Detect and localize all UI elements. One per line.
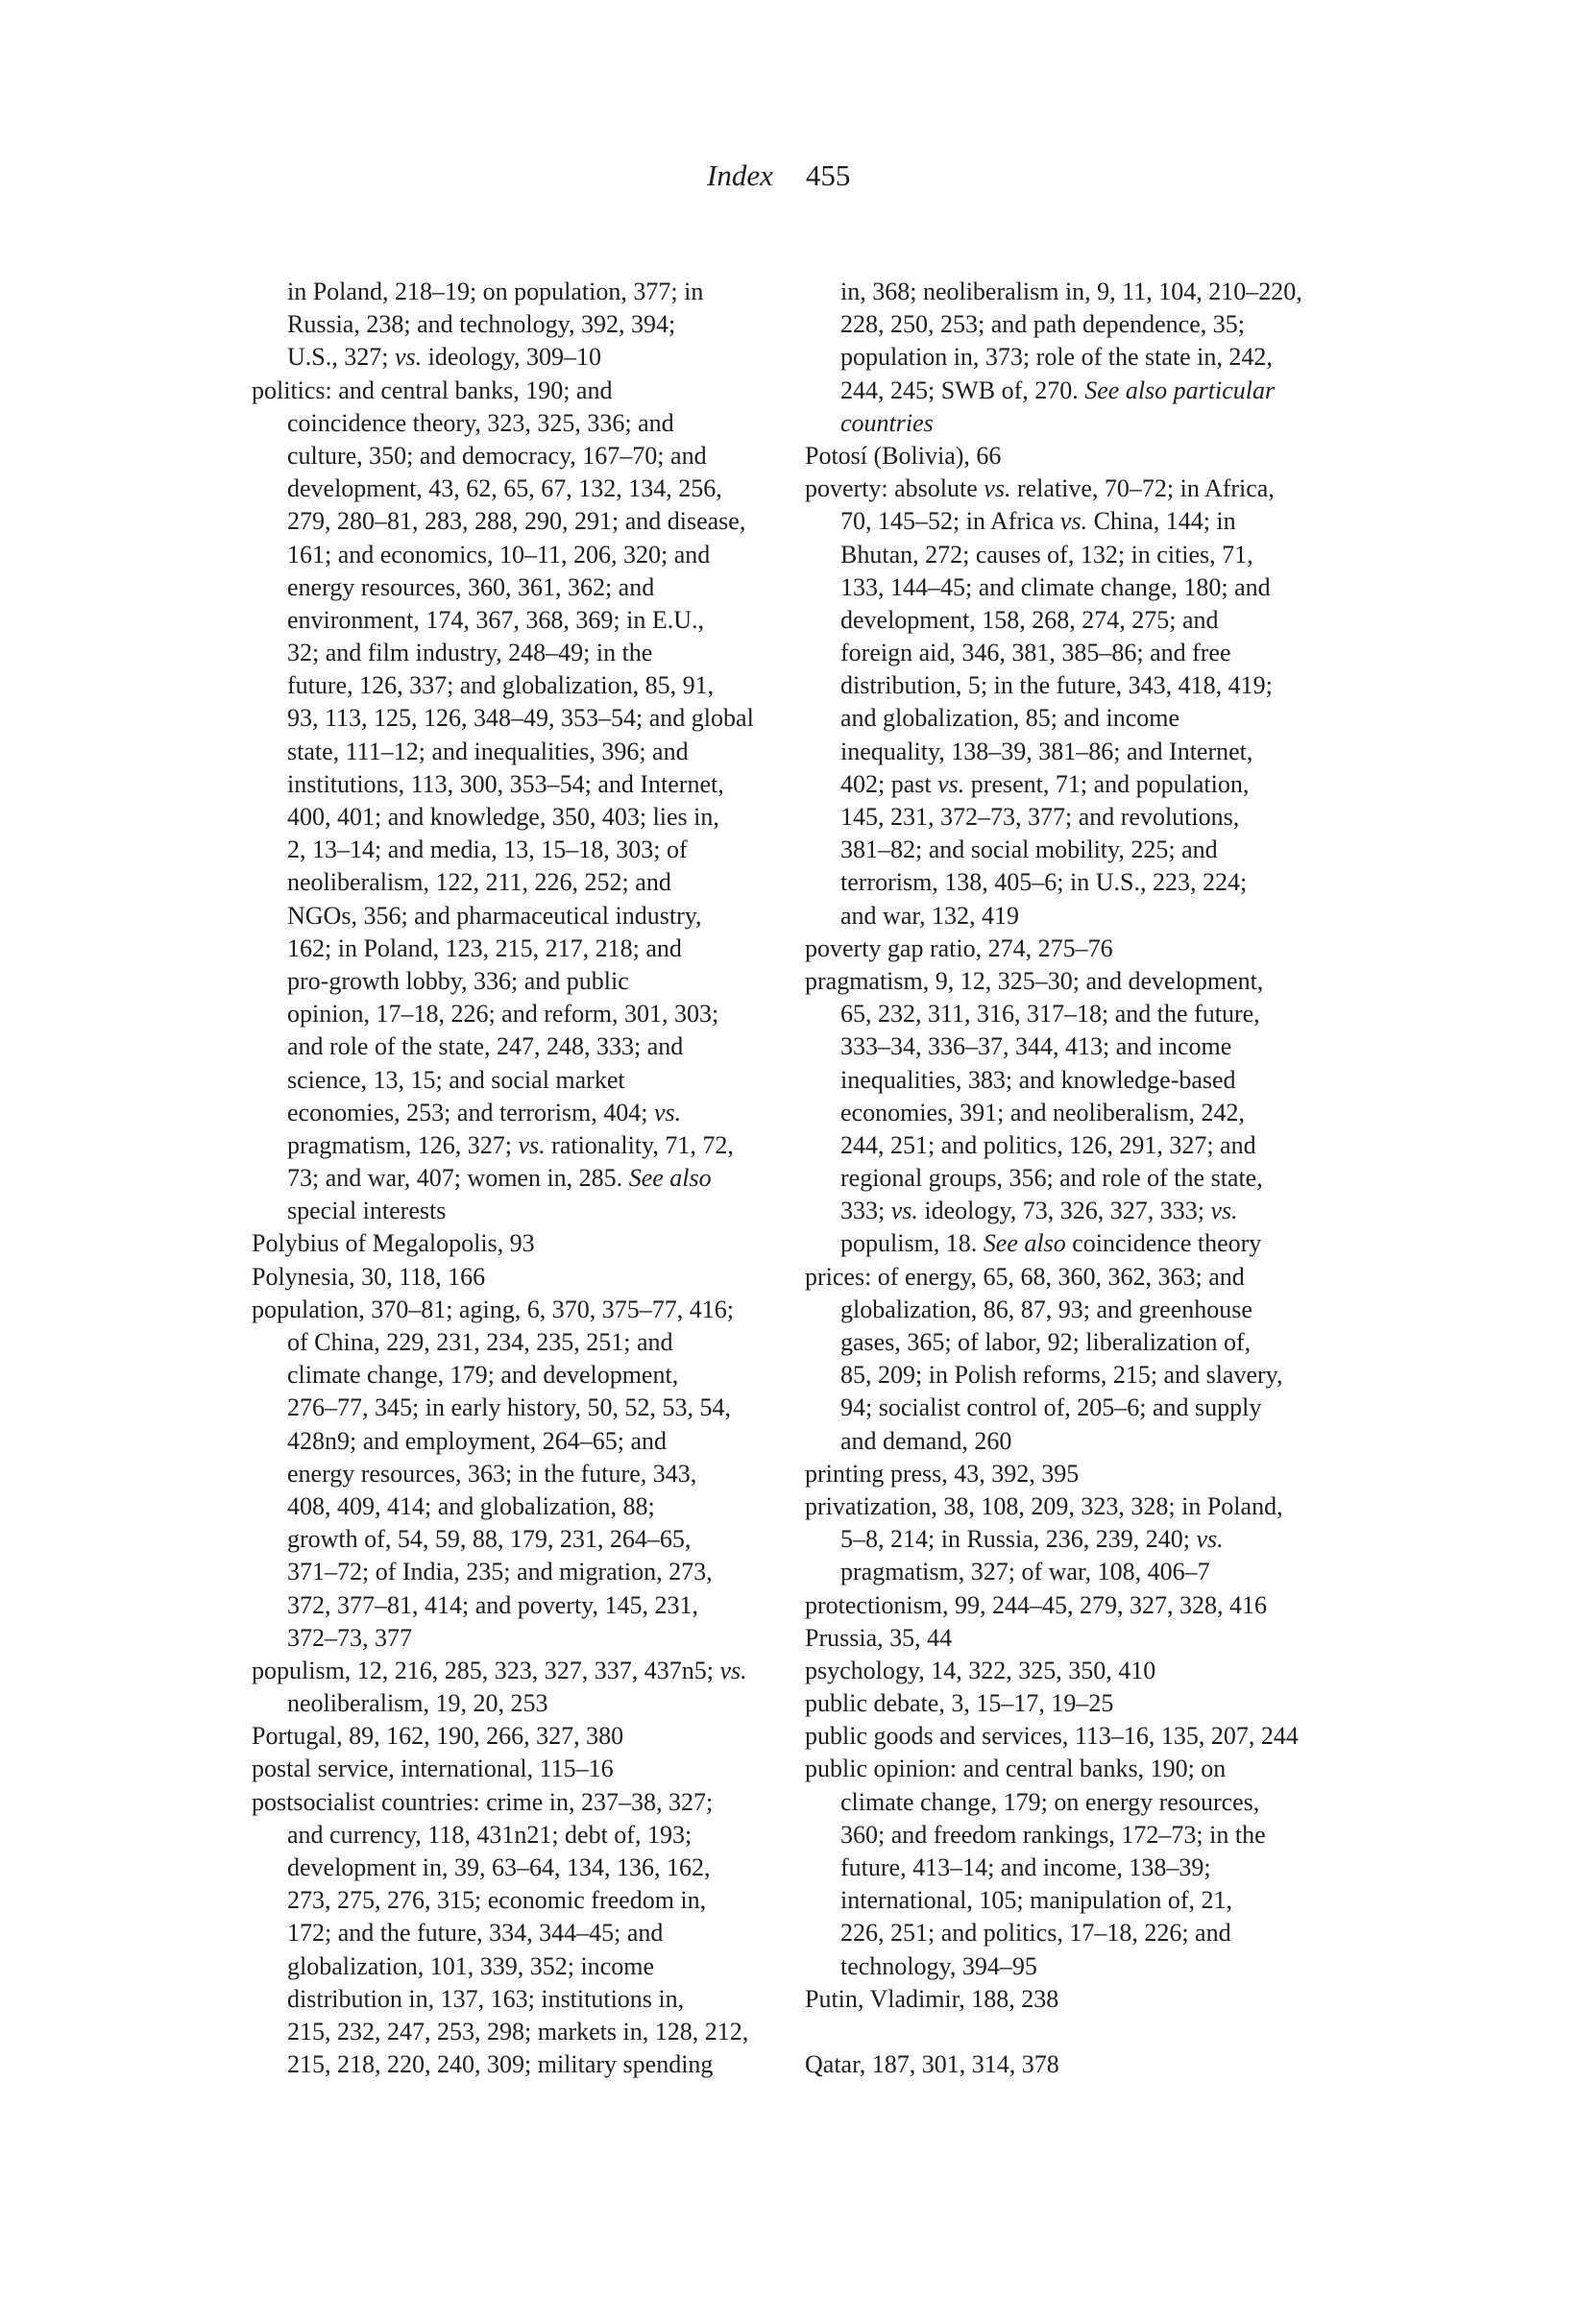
index-line: NGOs, 356; and pharmaceutical industry, bbox=[287, 901, 702, 930]
index-line: economies, 391; and neoliberalism, 242, bbox=[840, 1098, 1245, 1126]
index-line: 65, 232, 311, 316, 317–18; and the future, bbox=[840, 1000, 1260, 1029]
index-line: pragmatism, 9, 12, 325–30; and development, bbox=[805, 966, 1264, 995]
index-line: 244, 245; SWB of, 270. See also particular bbox=[840, 375, 1276, 404]
index-line: and war, 132, 419 bbox=[840, 901, 1019, 930]
index-line: Portugal, 89, 162, 190, 266, 327, 380 bbox=[252, 1722, 624, 1751]
index-line: culture, 350; and democracy, 167–70; and bbox=[287, 441, 707, 470]
index-line: 273, 275, 276, 315; economic freedom in, bbox=[287, 1886, 707, 1915]
index-line: terrorism, 138, 405–6; in U.S., 223, 224; bbox=[840, 868, 1248, 897]
index-line: institutions, 113, 300, 353–54; and Internet, bbox=[287, 769, 724, 798]
index-line: neoliberalism, 122, 211, 226, 252; and bbox=[287, 868, 671, 897]
index-line: future, 126, 337; and globalization, 85, 91, bbox=[287, 671, 715, 700]
index-line: distribution in, 137, 163; institutions in, bbox=[287, 1984, 685, 2013]
index-line: globalization, 101, 339, 352; income bbox=[287, 1951, 654, 1980]
index-line: and demand, 260 bbox=[840, 1426, 1012, 1455]
index-line: 428n9; and employment, 264–65; and bbox=[287, 1426, 668, 1455]
index-line: science, 13, 15; and social market bbox=[287, 1065, 625, 1094]
index-line bbox=[805, 2016, 1357, 2048]
index-line: 276–77, 345; in early history, 50, 52, 53, 54, bbox=[287, 1393, 731, 1422]
index-line: population in, 373; role of the state in, 242, bbox=[840, 343, 1273, 372]
index-line: poverty: absolute vs. relative, 70–72; in Africa, bbox=[805, 474, 1275, 503]
index-line: development in, 39, 63–64, 134, 136, 162, bbox=[287, 1853, 711, 1881]
index-line: 94; socialist control of, 205–6; and supply bbox=[840, 1393, 1262, 1422]
index-line: countries bbox=[840, 408, 934, 437]
index-line: distribution, 5; in the future, 343, 418, 419; bbox=[840, 671, 1273, 700]
index-line: 371–72; of India, 235; and migration, 273, bbox=[287, 1558, 713, 1586]
running-head bbox=[707, 158, 850, 193]
index-line: climate change, 179; and development, bbox=[287, 1361, 679, 1390]
index-line: Bhutan, 272; causes of, 132; in cities, 71, bbox=[840, 540, 1253, 569]
index-line: postal service, international, 115–16 bbox=[252, 1755, 614, 1783]
index-line: regional groups, 356; and role of the state, bbox=[840, 1164, 1263, 1193]
index-line: Prussia, 35, 44 bbox=[805, 1623, 953, 1652]
index-line: printing press, 43, 392, 395 bbox=[805, 1459, 1080, 1488]
index-column-left bbox=[252, 276, 804, 2081]
index-line: 244, 251; and politics, 126, 291, 327; and bbox=[840, 1130, 1256, 1159]
index-line: privatization, 38, 108, 209, 323, 328; in Poland, bbox=[805, 1491, 1283, 1520]
index-line: Polynesia, 30, 118, 166 bbox=[252, 1262, 486, 1291]
index-line: energy resources, 360, 361, 362; and bbox=[287, 572, 655, 601]
index-line: 70, 145–52; in Africa vs. China, 144; in bbox=[840, 507, 1236, 536]
index-line: pragmatism, 327; of war, 108, 406–7 bbox=[840, 1558, 1210, 1586]
index-line: populism, 18. See also coincidence theory bbox=[840, 1229, 1262, 1258]
index-line: and globalization, 85; and income bbox=[840, 704, 1180, 733]
index-line: public goods and services, 113–16, 135, 207, 244 bbox=[805, 1722, 1299, 1751]
index-line: technology, 394–95 bbox=[840, 1951, 1037, 1980]
index-line: economies, 253; and terrorism, 404; vs. bbox=[287, 1098, 682, 1126]
index-line: Potosí (Bolivia), 66 bbox=[805, 441, 1002, 470]
index-line: 215, 232, 247, 253, 298; markets in, 128, 212, bbox=[287, 2017, 749, 2046]
index-line: growth of, 54, 59, 88, 179, 231, 264–65, bbox=[287, 1525, 692, 1554]
index-line: protectionism, 99, 244–45, 279, 327, 328, 416 bbox=[805, 1590, 1267, 1619]
index-line: and role of the state, 247, 248, 333; and bbox=[287, 1032, 684, 1061]
index-line: 85, 209; in Polish reforms, 215; and slavery, bbox=[840, 1361, 1283, 1390]
index-line: pragmatism, 126, 327; vs. rationality, 71, 72, bbox=[287, 1130, 734, 1159]
index-line: of China, 229, 231, 234, 235, 251; and bbox=[287, 1328, 673, 1356]
index-line: in, 368; neoliberalism in, 9, 11, 104, 210–220, bbox=[840, 278, 1302, 305]
index-line: 2, 13–14; and media, 13, 15–18, 303; of bbox=[287, 835, 688, 864]
index-line: opinion, 17–18, 226; and reform, 301, 303; bbox=[287, 1000, 719, 1029]
index-line: state, 111–12; and inequalities, 396; and bbox=[287, 737, 689, 765]
index-line: pro-growth lobby, 336; and public bbox=[287, 966, 629, 995]
index-line: coincidence theory, 323, 325, 336; and bbox=[287, 408, 674, 437]
index-line: 333; vs. ideology, 73, 326, 327, 333; vs. bbox=[840, 1197, 1238, 1225]
index-line: development, 43, 62, 65, 67, 132, 134, 256, bbox=[287, 474, 722, 503]
index-line: psychology, 14, 322, 325, 350, 410 bbox=[805, 1656, 1156, 1684]
index-line: 215, 218, 220, 240, 309; military spending bbox=[287, 2050, 714, 2079]
index-line: public opinion: and central banks, 190; on bbox=[805, 1755, 1227, 1783]
index-line: 279, 280–81, 283, 288, 290, 291; and disease, bbox=[287, 507, 746, 536]
index-line: globalization, 86, 87, 93; and greenhouse bbox=[840, 1295, 1252, 1323]
index-line: 226, 251; and politics, 17–18, 226; and bbox=[840, 1919, 1231, 1948]
index-column-right bbox=[805, 276, 1357, 2081]
index-line: Russia, 238; and technology, 392, 394; bbox=[287, 310, 676, 339]
index-line: 161; and economics, 10–11, 206, 320; and bbox=[287, 540, 711, 569]
index-line: foreign aid, 346, 381, 385–86; and free bbox=[840, 639, 1231, 667]
index-line: poverty gap ratio, 274, 275–76 bbox=[805, 933, 1113, 962]
index-line: population, 370–81; aging, 6, 370, 375–77, 416; bbox=[252, 1295, 734, 1323]
index-line: 400, 401; and knowledge, 350, 403; lies in, bbox=[287, 803, 719, 831]
page-title: Index bbox=[707, 158, 773, 192]
index-line: 381–82; and social mobility, 225; and bbox=[840, 835, 1218, 864]
index-line: 372–73, 377 bbox=[287, 1623, 412, 1652]
index-line: international, 105; manipulation of, 21, bbox=[840, 1886, 1232, 1915]
index-line: postsocialist countries: crime in, 237–38, 327; bbox=[252, 1787, 714, 1816]
index-line: gases, 365; of labor, 92; liberalization of, bbox=[840, 1328, 1252, 1356]
index-line: 145, 231, 372–73, 377; and revolutions, bbox=[840, 803, 1240, 831]
index-line: public debate, 3, 15–17, 19–25 bbox=[805, 1689, 1114, 1718]
index-line: prices: of energy, 65, 68, 360, 362, 363; and bbox=[805, 1262, 1245, 1291]
index-line: inequality, 138–39, 381–86; and Internet, bbox=[840, 737, 1253, 765]
index-line: 360; and freedom rankings, 172–73; in the bbox=[840, 1820, 1266, 1849]
index-line: 73; and war, 407; women in, 285. See also bbox=[287, 1164, 712, 1193]
index-line: politics: and central banks, 190; and bbox=[252, 375, 613, 404]
page-number: 455 bbox=[805, 158, 851, 192]
index-line: energy resources, 363; in the future, 343, bbox=[287, 1459, 697, 1488]
index-line: 402; past vs. present, 71; and population, bbox=[840, 769, 1250, 798]
index-line: 32; and film industry, 248–49; in the bbox=[287, 639, 653, 667]
index-line: neoliberalism, 19, 20, 253 bbox=[287, 1689, 548, 1718]
index-line: 172; and the future, 334, 344–45; and bbox=[287, 1919, 664, 1948]
index-line: 333–34, 336–37, 344, 413; and income bbox=[840, 1032, 1232, 1061]
index-line: 5–8, 214; in Russia, 236, 239, 240; vs. bbox=[840, 1525, 1224, 1554]
index-line: climate change, 179; on energy resources, bbox=[840, 1787, 1260, 1816]
index-line: 408, 409, 414; and globalization, 88; bbox=[287, 1491, 655, 1520]
index-line: Qatar, 187, 301, 314, 378 bbox=[805, 2050, 1059, 2079]
index-line: future, 413–14; and income, 138–39; bbox=[840, 1853, 1211, 1881]
index-line: special interests bbox=[287, 1197, 447, 1225]
index-line: environment, 174, 367, 368, 369; in E.U., bbox=[287, 605, 705, 634]
index-line: 93, 113, 125, 126, 348–49, 353–54; and global bbox=[287, 704, 754, 733]
index-line: 228, 250, 253; and path dependence, 35; bbox=[840, 310, 1245, 339]
index-line: in Poland, 218–19; on population, 377; in bbox=[287, 278, 704, 305]
index-line: U.S., 327; vs. ideology, 309–10 bbox=[287, 343, 601, 372]
index-line: 372, 377–81, 414; and poverty, 145, 231, bbox=[287, 1590, 698, 1619]
index-line: Polybius of Megalopolis, 93 bbox=[252, 1229, 535, 1258]
index-line: populism, 12, 216, 285, 323, 327, 337, 437n5; vs. bbox=[252, 1656, 747, 1684]
index-line: Putin, Vladimir, 188, 238 bbox=[805, 1984, 1059, 2013]
index-line: inequalities, 383; and knowledge-based bbox=[840, 1065, 1236, 1094]
index-line: development, 158, 268, 274, 275; and bbox=[840, 605, 1219, 634]
index-line: and currency, 118, 431n21; debt of, 193; bbox=[287, 1820, 693, 1849]
index-line: 162; in Poland, 123, 215, 217, 218; and bbox=[287, 933, 682, 962]
index-line: 133, 144–45; and climate change, 180; and bbox=[840, 572, 1271, 601]
